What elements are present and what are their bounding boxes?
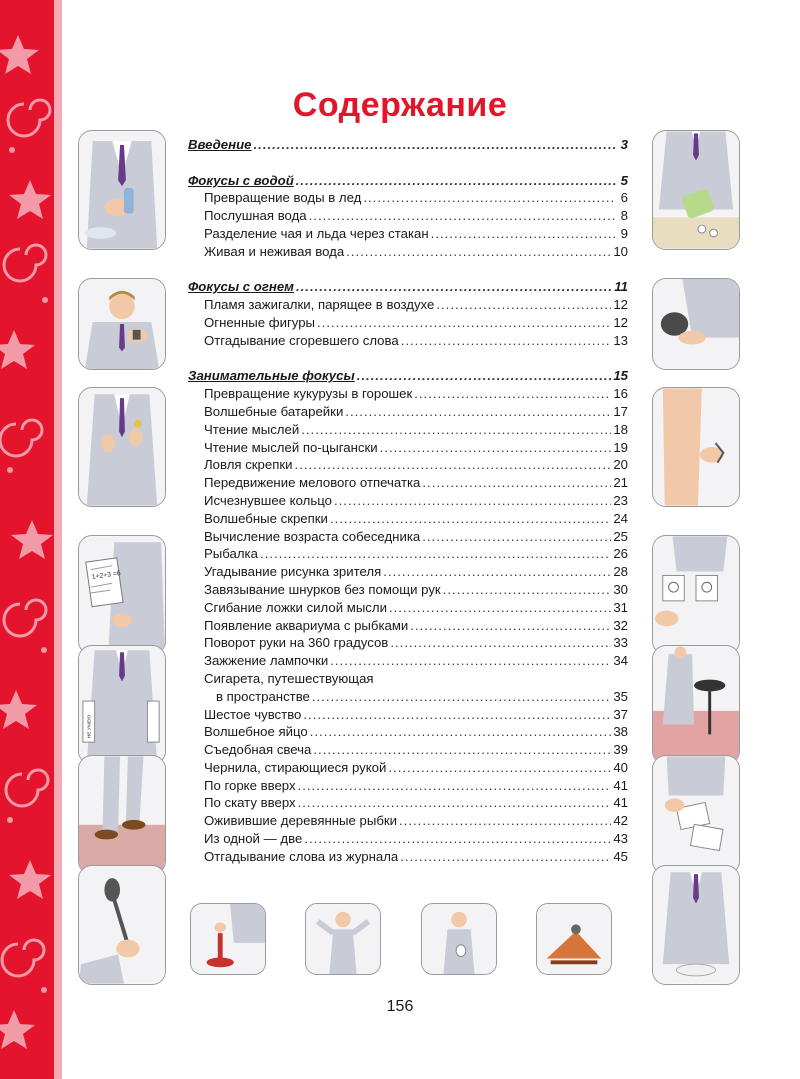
toc-leader-dots xyxy=(312,688,611,706)
illustration-candle xyxy=(190,903,266,975)
toc-entry-label: Фокусы с огнем xyxy=(188,279,294,295)
toc-entry-label: По горке вверх xyxy=(204,777,296,793)
toc-leader-dots xyxy=(389,599,611,617)
magician-jacket-icon xyxy=(653,866,739,984)
toc-entry[interactable] xyxy=(188,421,628,439)
toc-page-number: 3 xyxy=(620,137,628,152)
ramp-icon xyxy=(537,904,611,974)
toc-entry[interactable] xyxy=(188,706,628,724)
toc-page-number: 9 xyxy=(620,225,628,241)
toc-leader-dots xyxy=(298,777,612,795)
illustration-hand-paperclip xyxy=(652,387,740,507)
toc-entry[interactable] xyxy=(188,794,628,812)
hand-card-icon xyxy=(653,756,739,874)
magician-shoes-icon xyxy=(79,756,165,874)
toc-entry[interactable] xyxy=(188,296,628,314)
toc-leader-dots xyxy=(310,723,612,741)
fire-hands-icon xyxy=(653,279,739,369)
toc-page-number: 15 xyxy=(613,368,628,384)
toc-entry-label: Огненные фигуры xyxy=(204,314,316,330)
toc-page-number: 6 xyxy=(620,190,628,206)
illustration-magician-arms xyxy=(305,903,381,975)
toc-leader-dots xyxy=(317,314,611,332)
pattern-icon xyxy=(0,0,62,1079)
toc-entry-label: Появление аквариума с рыбками xyxy=(204,617,409,633)
toc-entry-label: Отгадывание сгоревшего слова xyxy=(204,332,399,348)
toc-page-number: 31 xyxy=(613,599,628,615)
toc-leader-dots xyxy=(309,207,616,225)
toc-entry-label: Введение xyxy=(188,137,252,152)
toc-entry-label: Сгибание ложки силой мысли xyxy=(204,599,387,615)
toc-page-number: 18 xyxy=(613,421,628,437)
toc-entry[interactable] xyxy=(188,492,628,510)
toc-leader-dots xyxy=(401,332,612,350)
toc-leader-dots xyxy=(399,812,611,830)
toc-page-number: 35 xyxy=(613,688,628,704)
toc-page-number: 37 xyxy=(613,706,628,722)
toc-leader-dots xyxy=(304,830,611,848)
toc-entry[interactable] xyxy=(188,225,628,243)
toc-section[interactable] xyxy=(188,136,628,154)
toc-entry[interactable] xyxy=(188,599,628,617)
illustration-magician-egg xyxy=(421,903,497,975)
toc-leader-dots xyxy=(254,136,617,154)
toc-page-number: 23 xyxy=(613,492,628,508)
toc-page-number: 16 xyxy=(613,386,628,402)
toc-entry[interactable] xyxy=(188,545,628,563)
illustration-ramp xyxy=(536,903,612,975)
toc-leader-dots xyxy=(390,634,611,652)
toc-page-number: 21 xyxy=(613,475,628,491)
toc-entry-label: Чтение мыслей по-цыгански xyxy=(204,439,378,455)
toc-page-number: 25 xyxy=(613,528,628,544)
toc-leader-dots xyxy=(298,794,612,812)
toc-leader-dots xyxy=(380,439,612,457)
toc-entry[interactable] xyxy=(188,474,628,492)
toc-entry[interactable] xyxy=(188,848,628,866)
toc-section[interactable] xyxy=(188,172,628,190)
toc-page-number: 5 xyxy=(620,172,628,188)
toc-page-number: 12 xyxy=(613,314,628,330)
toc-page-number: 40 xyxy=(613,759,628,775)
toc-entry[interactable] xyxy=(188,759,628,777)
toc-entry-label: Вычисление возраста собеседника xyxy=(204,528,421,544)
toc-entry[interactable] xyxy=(188,528,628,546)
toc-leader-dots xyxy=(345,403,611,421)
toc-entry-label: Шестое чувство xyxy=(204,706,302,722)
toc-page-number: 24 xyxy=(613,510,628,526)
toc-page-number: 41 xyxy=(613,777,628,793)
toc-section[interactable] xyxy=(188,278,628,296)
toc-leader-dots xyxy=(436,296,611,314)
toc-leader-dots xyxy=(363,189,616,207)
toc-page-number: 45 xyxy=(613,848,628,864)
illustration-magician-jacket xyxy=(652,865,740,985)
toc-page-number: 28 xyxy=(613,564,628,580)
toc-entry[interactable] xyxy=(188,207,628,225)
toc-gap xyxy=(188,261,628,279)
illustration-hand-card xyxy=(652,755,740,875)
toc-page-number: 10 xyxy=(613,243,628,259)
toc-page-number: 43 xyxy=(613,831,628,847)
toc-page-number: 11 xyxy=(614,279,628,295)
toc-page-number: 13 xyxy=(613,332,628,348)
illustration-magician-suit xyxy=(78,387,166,507)
page-number: 156 xyxy=(386,998,414,1015)
toc-page-number: 30 xyxy=(613,581,628,597)
toc-page-number: 39 xyxy=(613,742,628,758)
toc-page-number: 19 xyxy=(613,439,628,455)
toc-gap xyxy=(188,350,628,368)
toc-leader-dots xyxy=(260,545,611,563)
toc-page-number: 20 xyxy=(613,457,628,473)
toc-entry[interactable] xyxy=(188,830,628,848)
toc-entry-label: Живая и неживая вода xyxy=(204,243,345,259)
spoon-icon xyxy=(79,866,165,984)
toc-page-number: 12 xyxy=(613,297,628,313)
toc-leader-dots xyxy=(357,367,612,385)
cards-note: НЕ УМЕЮ xyxy=(87,714,93,739)
illustration-magician-bottle xyxy=(78,130,166,250)
magician-suit-icon xyxy=(79,388,165,506)
toc-section[interactable] xyxy=(188,367,628,385)
toc-leader-dots xyxy=(422,474,611,492)
toc-entry[interactable] xyxy=(188,243,628,261)
toc-entry-label: Послушная вода xyxy=(204,208,307,224)
toc-page-number: 42 xyxy=(613,813,628,829)
toc-leader-dots xyxy=(383,563,611,581)
illustration-drawings xyxy=(652,535,740,655)
drawings-icon xyxy=(653,536,739,654)
paper-note: 1+2+3 =6 xyxy=(91,570,122,582)
toc-leader-dots xyxy=(334,492,611,510)
toc-entry-label: Разделение чая и льда через стакан xyxy=(204,225,429,241)
toc-page-number: 32 xyxy=(613,617,628,633)
magician-lighter-icon xyxy=(79,279,165,369)
toc-entry[interactable] xyxy=(188,777,628,795)
toc-entry-label: Превращение кукурузы в горошек xyxy=(204,386,413,402)
toc-entry[interactable] xyxy=(188,385,628,403)
toc-leader-dots xyxy=(410,617,611,635)
toc-entry-label: Сигарета, путешествующая xyxy=(204,670,374,686)
toc-page-number: 17 xyxy=(613,403,628,419)
decorative-side-band xyxy=(0,0,62,1079)
toc-leader-dots xyxy=(301,421,611,439)
toc-entry-label: Исчезнувшее кольцо xyxy=(204,492,332,508)
page-title: Содержание xyxy=(292,86,508,124)
toc-entry-label: Занимательные фокусы xyxy=(188,368,355,384)
toc-entry-label: Чтение мыслей xyxy=(204,421,300,437)
toc-entry[interactable] xyxy=(188,189,628,207)
toc-leader-dots xyxy=(443,581,612,599)
toc-entry[interactable] xyxy=(188,652,628,670)
toc-entry-label: Из одной — две xyxy=(204,831,303,847)
toc-entry[interactable] xyxy=(188,314,628,332)
toc-page-number: 34 xyxy=(613,653,628,669)
toc-entry-label: Оживившие деревянные рыбки xyxy=(204,813,398,829)
toc-entry-label: По скату вверх xyxy=(204,795,296,811)
toc-entry[interactable] xyxy=(188,741,628,759)
illustration-magician-cards xyxy=(78,645,166,765)
toc-page-number: 26 xyxy=(613,546,628,562)
toc-entry-label: Зажжение лампочки xyxy=(204,653,329,669)
toc-entry-label: Пламя зажигалки, парящее в воздухе xyxy=(204,297,435,313)
toc-entry[interactable] xyxy=(188,581,628,599)
toc-entry[interactable] xyxy=(188,634,628,652)
magician-paper-icon xyxy=(79,536,165,654)
toc-leader-dots xyxy=(422,528,611,546)
toc-entry[interactable] xyxy=(188,563,628,581)
toc-entry[interactable] xyxy=(188,812,628,830)
toc-leader-dots xyxy=(296,278,612,296)
toc-entry[interactable] xyxy=(188,510,628,528)
toc-entry-label: Поворот руки на 360 градусов xyxy=(204,635,389,651)
toc-leader-dots xyxy=(296,172,616,190)
toc-entry[interactable] xyxy=(188,688,628,706)
toc-leader-dots xyxy=(400,848,611,866)
toc-entry[interactable] xyxy=(188,723,628,741)
toc-entry-label: Ловля скрепки xyxy=(204,457,293,473)
toc-entry-label: Рыбалка xyxy=(204,546,258,562)
illustration-spoon xyxy=(78,865,166,985)
toc-entry-label: Отгадывание слова из журнала xyxy=(204,848,399,864)
toc-leader-dots xyxy=(313,741,611,759)
illustration-magician-paper xyxy=(78,535,166,655)
hand-paperclip-icon xyxy=(653,388,739,506)
illustration-fire-hands xyxy=(652,278,740,370)
toc-leader-dots xyxy=(431,225,616,243)
toc-page-number: 33 xyxy=(613,635,628,651)
magician-cards-icon xyxy=(79,646,165,764)
toc-leader-dots xyxy=(330,510,611,528)
toc-gap xyxy=(188,154,628,172)
toc-entry[interactable] xyxy=(188,332,628,350)
toc-leader-dots xyxy=(346,243,611,261)
magician-table-icon xyxy=(653,646,739,764)
toc-entry-label: Волшебное яйцо xyxy=(204,724,308,740)
magician-bottle-icon xyxy=(79,131,165,249)
toc-entry[interactable] xyxy=(188,403,628,421)
magician-glass-icon xyxy=(653,131,739,249)
toc-leader-dots xyxy=(295,456,612,474)
toc-entry-label: Волшебные батарейки xyxy=(204,403,344,419)
toc-entry-label: Угадывание рисунка зрителя xyxy=(204,564,382,580)
magician-egg-icon xyxy=(422,904,496,974)
toc-leader-dots xyxy=(414,385,611,403)
toc-entry-label: Чернила, стирающиеся рукой xyxy=(204,759,387,775)
illustration-magician-table xyxy=(652,645,740,765)
toc-entry[interactable] xyxy=(188,670,628,688)
illustration-magician-shoes xyxy=(78,755,166,875)
illustration-magician-glass xyxy=(652,130,740,250)
toc-entry-label: Волшебные скрепки xyxy=(204,510,328,526)
toc-page-number: 41 xyxy=(613,795,628,811)
toc-entry[interactable] xyxy=(188,439,628,457)
candle-icon xyxy=(191,904,265,974)
toc-page-number: 38 xyxy=(613,724,628,740)
toc-entry[interactable] xyxy=(188,456,628,474)
toc-entry-label: Превращение воды в лед xyxy=(204,190,362,206)
magician-arms-icon xyxy=(306,904,380,974)
toc-entry-label: Съедобная свеча xyxy=(204,742,312,758)
toc-entry-label: Фокусы с водой xyxy=(188,172,294,188)
toc-entry-label: в пространстве xyxy=(216,688,310,704)
toc-page-number: 8 xyxy=(620,208,628,224)
toc-leader-dots xyxy=(330,652,611,670)
toc-entry-label: Завязывание шнурков без помощи рук xyxy=(204,581,441,597)
toc-entry-label: Передвижение мелового отпечатка xyxy=(204,475,421,491)
table-of-contents xyxy=(188,136,628,866)
toc-leader-dots xyxy=(303,706,611,724)
illustration-magician-lighter xyxy=(78,278,166,370)
toc-leader-dots xyxy=(388,759,611,777)
toc-entry[interactable] xyxy=(188,617,628,635)
